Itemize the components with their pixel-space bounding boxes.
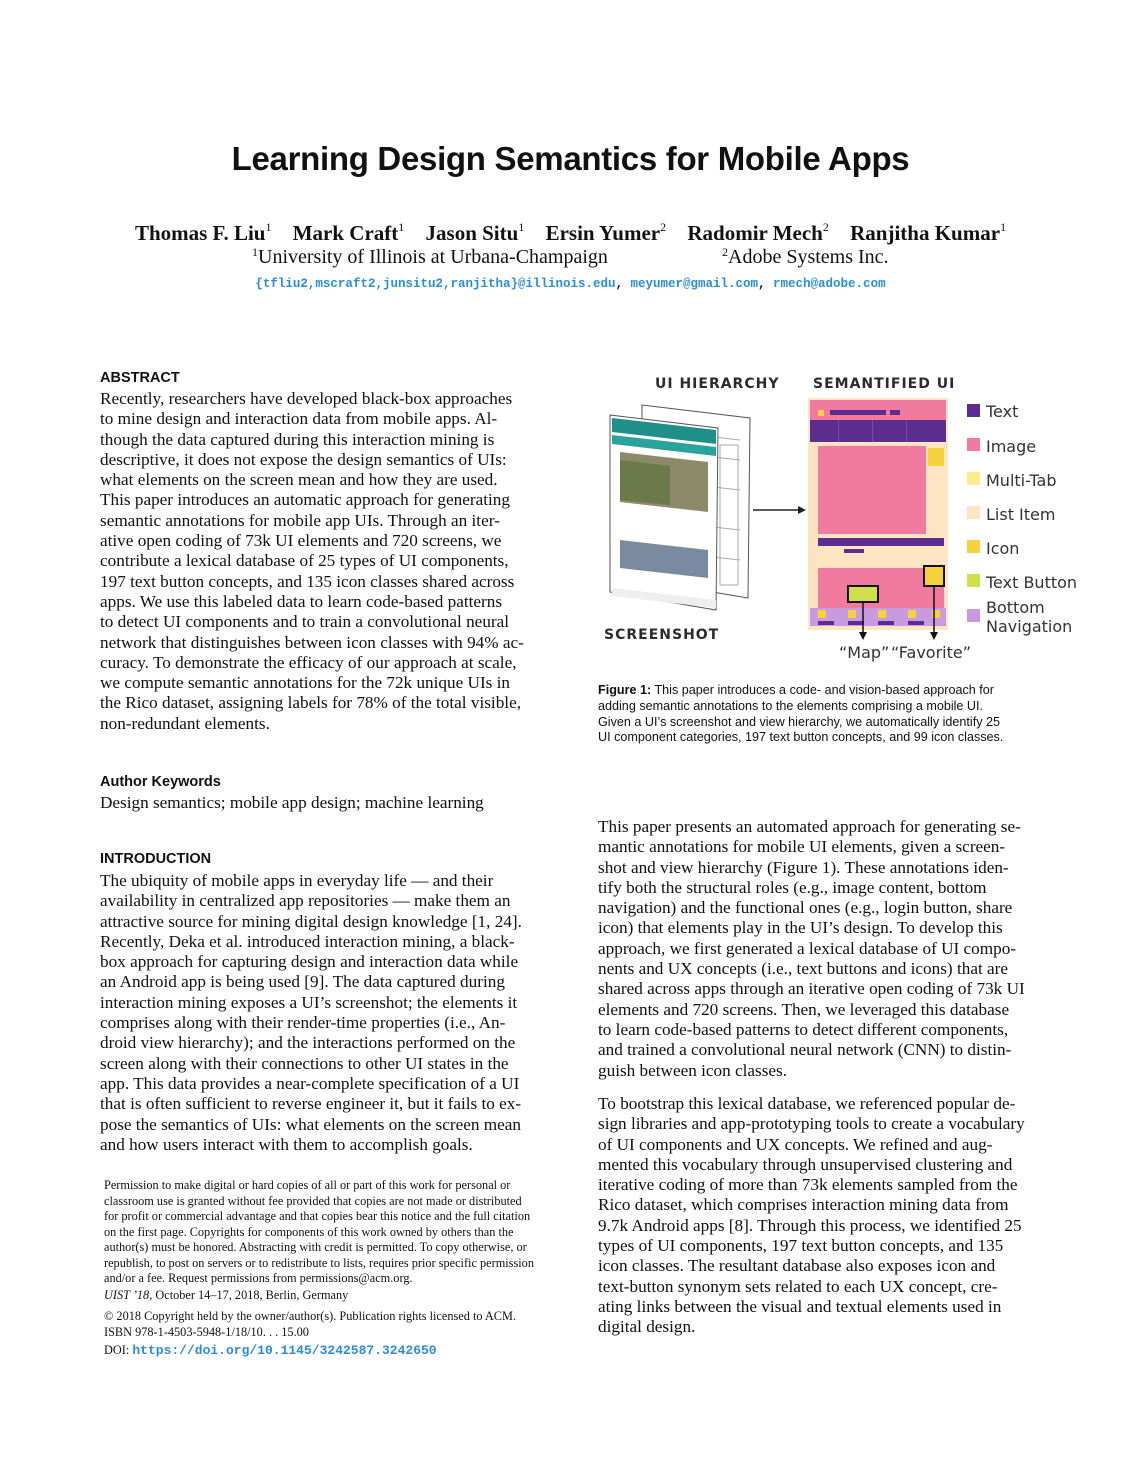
affiliation-1: $^1$University of Illinois at Urbana-Champaign	[252, 245, 608, 268]
email-link[interactable]: {tfliu2,mscraft2,junsitu2,ranjitha}@illinois.edu	[255, 277, 616, 291]
paper-title: Learning Design Semantics for Mobile Apps	[231, 140, 910, 177]
conference-line: UIST ’18, October 14–17, 2018, Berlin, Germany	[104, 1288, 349, 1302]
affiliation-2: $^2$Adobe Systems Inc.	[722, 245, 889, 268]
abstract-body: Recently, researchers have developed black-box approaches to mine design and interaction data from mobile apps. Al- though the data captured during this interaction mining is descriptive, it does not expose the design semantics of UIs: what elements on the screen mean and how they are used. This paper introduces an automatic approach for generating semantic annotations for mobile app UIs. Through an iter- ative open coding of 73k UI elements and 720 screens, we contribute a lexical database of 25 types of UI components, 197 text button concepts, and 135 icon classes shared across apps. We use this labeled data to learn code-based patterns to detect UI components and to train a convolutional neural network that distinguishes between icon classes with 94% ac- curacy. To demonstrate the efficacy of our approach at scale, we compute semantic annotations for the 72k unique UIs in the Rico dataset, assigning labels for 78% of the total visible, non-redundant elements.	[100, 389, 524, 733]
callout-favorite: “Favorite”	[891, 643, 972, 662]
legend-swatch-multi-tab	[967, 472, 980, 485]
author: Ranjitha Kumar$^1$	[850, 220, 1007, 245]
right-paragraph-1: This paper presents an automated approach for generating se- mantic annotations for mobile UI elements, given a screen- shot and view hierarchy (Figure 1). These annotations iden- tify both the structural roles (e.g., image content, bottom navigation) and the functional ones (e.g., login button, share icon) that elements play in the UI’s design. To develop this approach, we first generated a lexical database of UI compo- nents and UX concepts (i.e., text buttons and icons) that are shared across apps through an iterative open coding of 73k UI elements and 720 screens. Then, we leveraged this database to learn code-based patterns to detect different components, and trained a convolutional neural network (CNN) to distin- guish between icon classes.	[598, 817, 1025, 1080]
legend-bottom: Bottom	[986, 598, 1045, 617]
legend-icon: Icon	[986, 539, 1020, 558]
legend-swatch-list-item	[967, 506, 980, 519]
callout-map: “Map”	[839, 643, 890, 662]
legend-swatch-icon	[967, 540, 980, 553]
legend-text: Text	[986, 402, 1019, 421]
keywords-text: Design semantics; mobile app design; machine learning	[100, 793, 484, 812]
author-emails: {tfliu2,mscraft2,junsitu2,ranjitha}@illinois.edu, meyumer@gmail.com, rmech@adobe.com	[255, 277, 886, 291]
author: Ersin Yumer$^2$	[545, 220, 667, 245]
right-paragraph-2: To bootstrap this lexical database, we referenced popular de- sign libraries and app-prototyping tools to create a vocabulary of UI components and UX concepts. We refined and aug- mented this vocabulary through unsupervised clustering and iterative coding of more than 73k elements sampled from the Rico dataset, which comprises interaction mining data from 9.7k Android apps [8]. Through this process, we identified 25 types of UI components, 197 text button concepts, and 135 icon classes. The resultant database also exposes icon and text-button synonym sets related to each UX concept, cre- ating links between the visual and textual elements used in digital design.	[598, 1094, 1025, 1337]
semantified-ui-panel	[808, 398, 948, 640]
author: Jason Situ$^1$	[425, 220, 525, 245]
introduction-heading: INTRODUCTION	[100, 851, 212, 867]
semantified-ui-label: SEMANTIFIED UI	[813, 376, 956, 392]
author: Radomir Mech$^2$	[687, 220, 829, 245]
legend-multi-tab: Multi-Tab	[986, 471, 1057, 490]
email-link[interactable]: meyumer@gmail.com	[630, 277, 759, 291]
screenshot-page	[610, 415, 718, 610]
author: Thomas F. Liu$^1$	[134, 220, 272, 245]
figure-1-caption: Figure 1: This paper introduces a code- and vision-based approach for adding semantic annotations to the elements comprising a mobile UI. Given a UI’s screenshot and view hierarchy, we automatically identify 25 UI component categories, 197 text button concepts, and 99 icon classes.	[598, 683, 1004, 745]
legend-swatch-text-button	[967, 574, 980, 587]
author-list	[0, 221, 1141, 246]
introduction-body: The ubiquity of mobile apps in everyday life — and their availability in centralized app repositories — make them an attractive source for mining digital design knowledge [1, 24]. Recently, Deka et al. introduced interaction mining, a black- box approach for capturing design and interaction data while an Android app is being used [9]. The data captured during interaction mining exposes a UI’s screenshot; the elements it comprises along with their render-time properties (i.e., An- droid view hierarchy); and the interactions performed on the screen along with their connections to other UI states in the app. This data provides a near-complete specification of a UI that is often sufficient to reverse engineer it, but it fails to ex- pose the semantics of UIs: what elements on the screen mean and how users interact with them to accomplish goals.	[100, 871, 522, 1154]
legend-swatch-image	[967, 438, 980, 451]
legend-swatch-bottom-navigation	[967, 609, 980, 622]
legend-swatch-text	[967, 404, 980, 417]
email-link[interactable]: rmech@adobe.com	[773, 277, 886, 291]
abstract-heading: ABSTRACT	[100, 370, 180, 386]
ui-hierarchy-label: UI HIERARCHY	[655, 376, 780, 392]
legend-navigation: Navigation	[986, 617, 1073, 636]
author: Mark Craft$^1$	[292, 220, 405, 245]
legend	[967, 402, 1077, 636]
copyright-notice: © 2018 Copyright held by the owner/author(s). Publication rights licensed to ACM. ISBN 978-1-4503-5948-1/18/10. . . 15.00	[104, 1309, 517, 1339]
legend-list-item: List Item	[986, 505, 1056, 524]
permission-notice: Permission to make digital or hard copies of all or part of this work for personal or classroom use is granted without fee provided that copies are not made or distributed for profit or commercial advantage and that copies bear this notice and the full citation on the first page. Copyrights for components of this work owned by others than the author(s) must be honored. Abstracting with credit is permitted. To copy otherwise, or republish, to post on servers or to redistribute to lists, requires prior specific permission and/or a fee. Request permissions from permissions@acm.org.	[104, 1178, 534, 1285]
figure-1-diagram	[590, 360, 1090, 670]
legend-text-button: Text Button	[986, 573, 1078, 592]
doi-link[interactable]: https://doi.org/10.1145/3242587.3242650	[132, 1343, 437, 1358]
keywords-heading: Author Keywords	[100, 774, 221, 790]
legend-image: Image	[986, 437, 1037, 456]
screenshot-label: SCREENSHOT	[604, 627, 720, 643]
doi-line: DOI: https://doi.org/10.1145/3242587.3242650	[104, 1343, 437, 1358]
